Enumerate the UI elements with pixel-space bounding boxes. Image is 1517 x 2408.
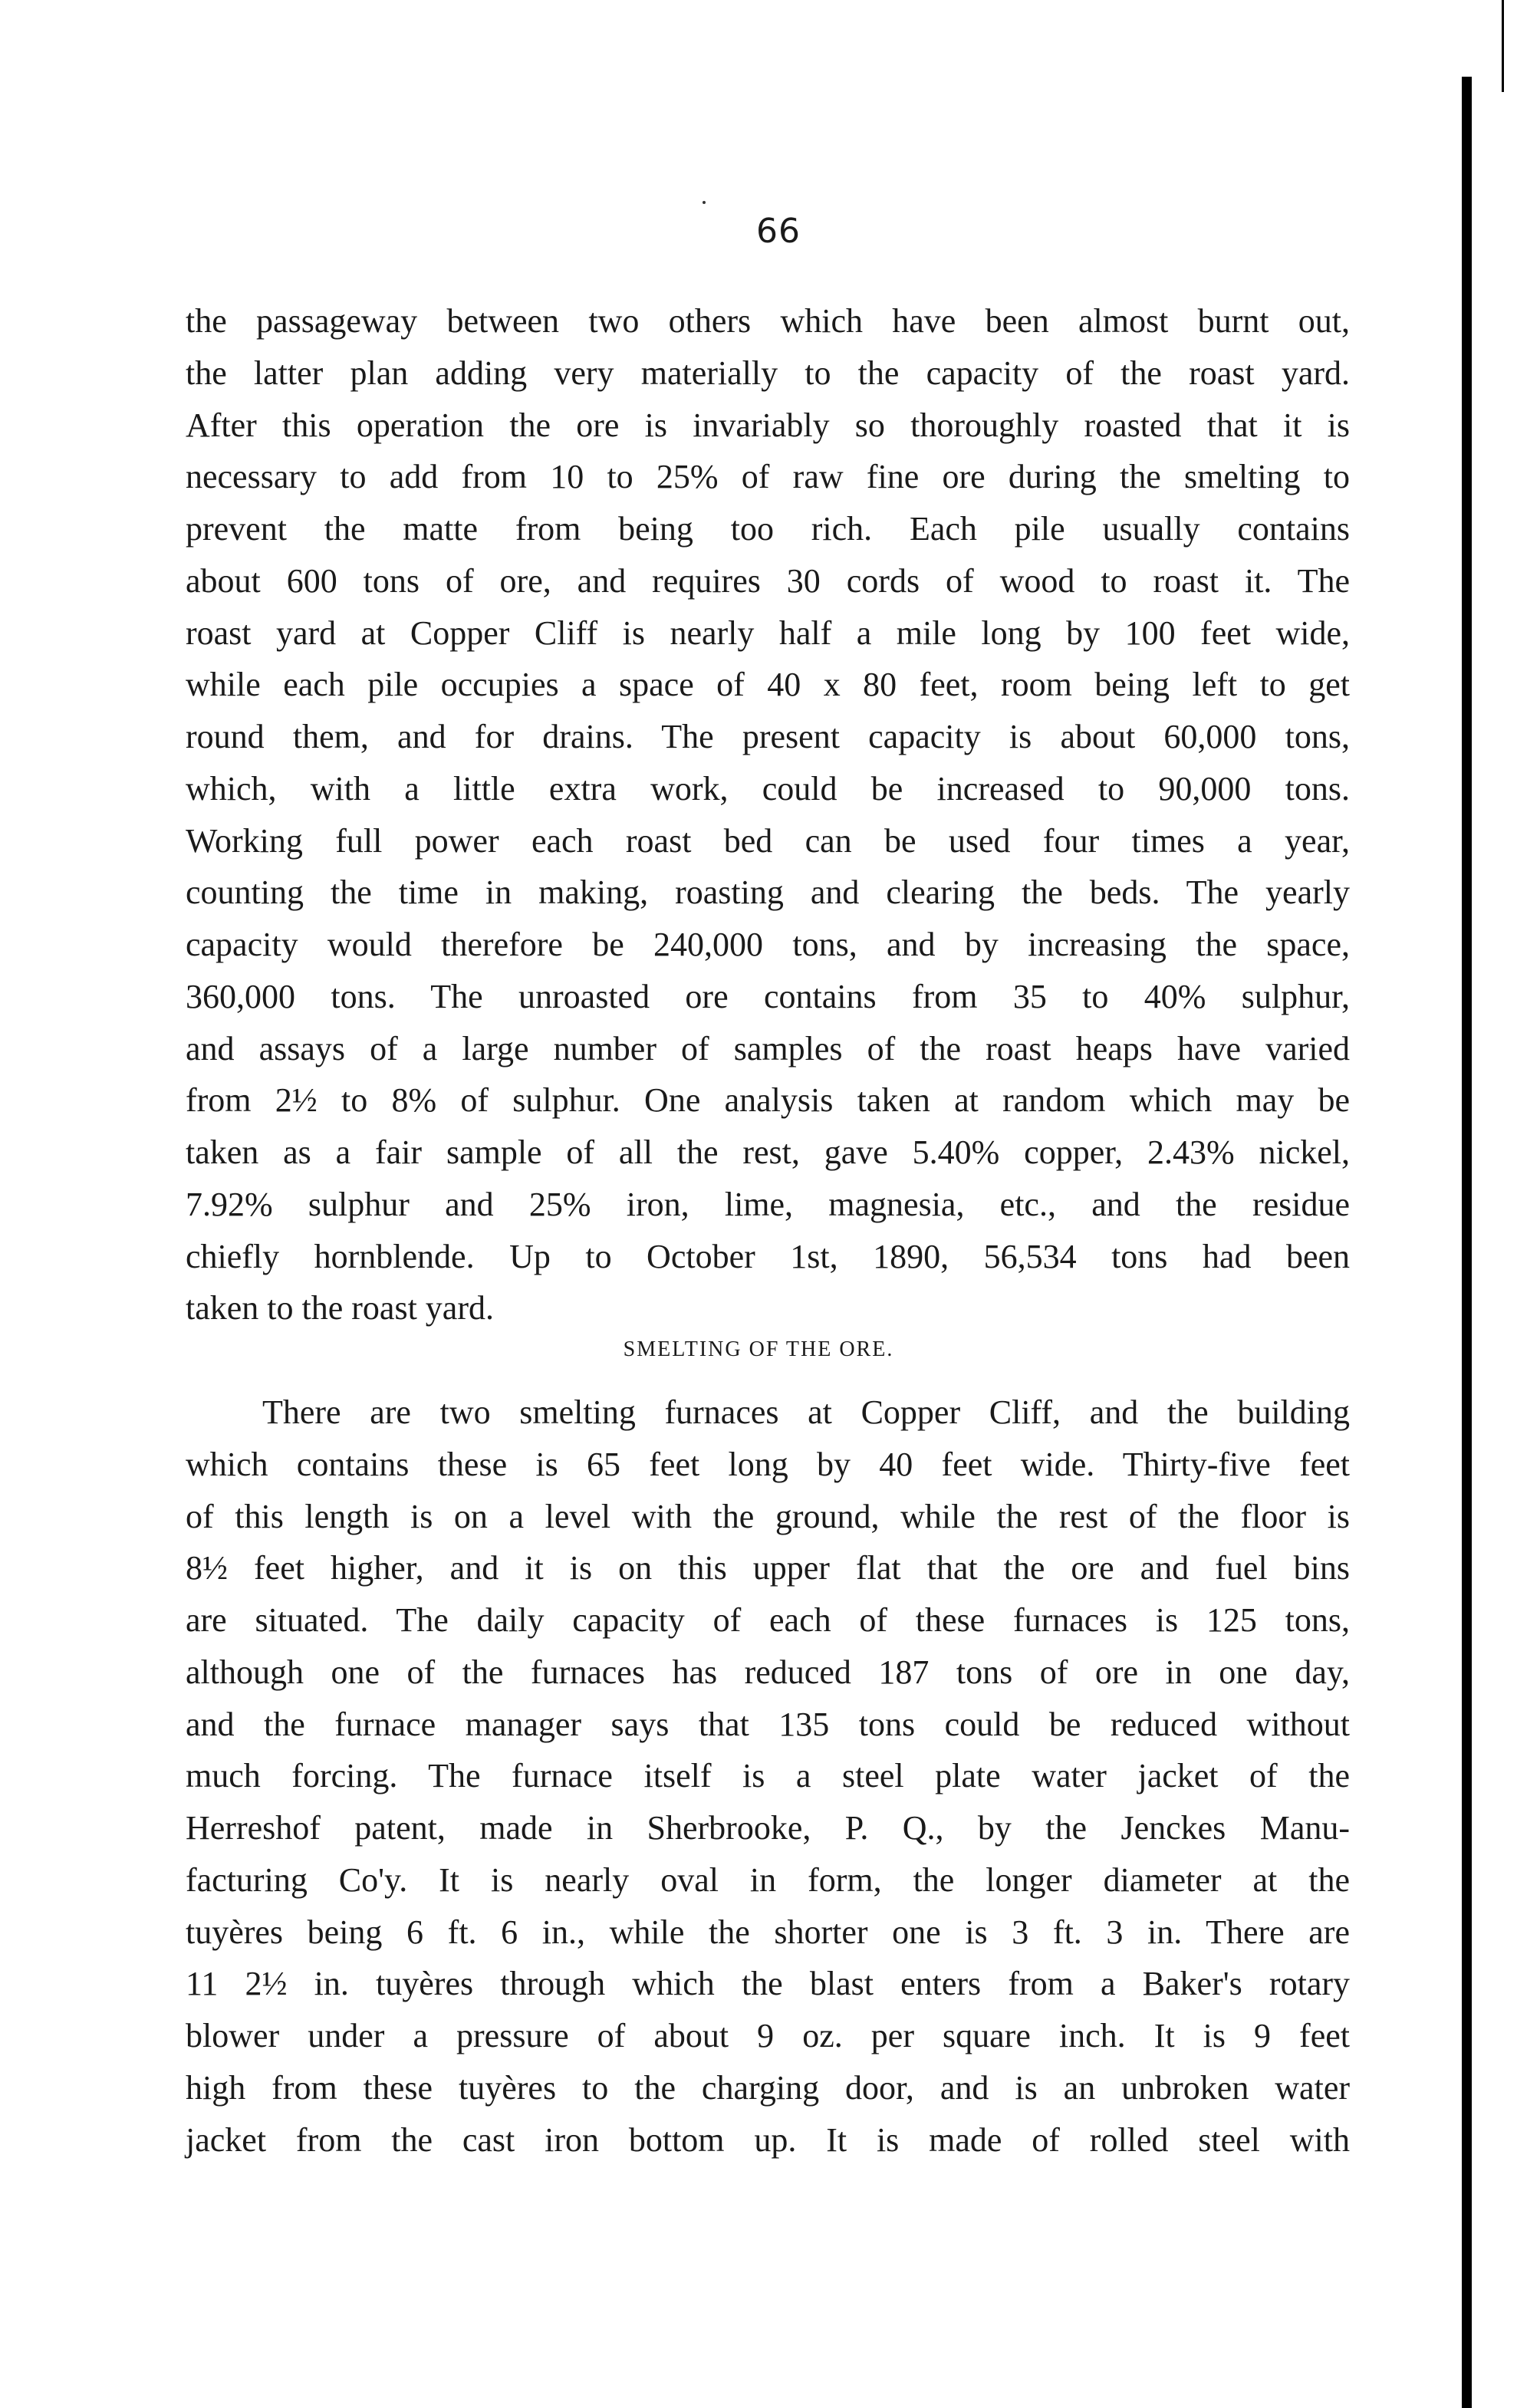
text-line: jacket from the cast iron bottom up. It is made of rolled steel with <box>186 2120 1350 2159</box>
text-line: Working full power each roast bed can be used four times a year, <box>186 821 1350 860</box>
text-line: prevent the matte from being too rich. Each pile usually contains <box>186 510 1350 548</box>
scan-edge-border <box>1462 77 1472 2408</box>
text-line: of this length is on a level with the ground, while the rest of the floor is <box>186 1497 1350 1535</box>
text-line: tuyères being 6 ft. 6 in., while the shorter one is 3 ft. 3 in. There are <box>186 1913 1350 1951</box>
text-line: There are two smelting furnaces at Copper Cliff, and the building <box>262 1393 1350 1431</box>
text-line: taken to the roast yard. <box>186 1289 494 1327</box>
text-line: high from these tuyères to the charging door, and is an unbroken water <box>186 2068 1350 2107</box>
text-line: facturing Co'y. It is nearly oval in form, the longer diameter at the <box>186 1860 1350 1899</box>
text-line: much forcing. The furnace itself is a steel plate water jacket of the <box>186 1757 1350 1795</box>
section-heading: SMELTING OF THE ORE. <box>623 1337 894 1361</box>
text-line: 11 2½ in. tuyères through which the blast enters from a Baker's rotary <box>186 1965 1350 2003</box>
text-line: 360,000 tons. The unroasted ore contains from 35 to 40% sulphur, <box>186 977 1350 1015</box>
text-line: chiefly hornblende. Up to October 1st, 1890, 56,534 tons had been <box>186 1237 1350 1275</box>
text-line: Herreshof patent, made in Sherbrooke, P. Q., by the Jenckes Manu- <box>186 1809 1350 1847</box>
page-number: 66 <box>756 212 801 251</box>
text-line: taken as a fair sample of all the rest, gave 5.40% copper, 2.43% nickel, <box>186 1133 1350 1171</box>
text-line: roast yard at Copper Cliff is nearly half a mile long by 100 feet wide, <box>186 614 1350 652</box>
text-line: while each pile occupies a space of 40 x 80 feet, room being left to get <box>186 666 1350 704</box>
text-line: and the furnace manager says that 135 tons could be reduced without <box>186 1705 1350 1743</box>
text-line: which contains these is 65 feet long by 40 feet wide. Thirty-five feet <box>186 1445 1350 1483</box>
scan-edge-top <box>1502 0 1504 92</box>
text-line: although one of the furnaces has reduced 187 tons of ore in one day, <box>186 1653 1350 1691</box>
text-line: the latter plan adding very materially to the capacity of the roast yard. <box>186 354 1350 392</box>
paragraph-smelting <box>186 1387 1350 2166</box>
text-line: blower under a pressure of about 9 oz. per square inch. It is 9 feet <box>186 2017 1350 2054</box>
text-line: capacity would therefore be 240,000 tons, and by increasing the space, <box>186 926 1350 963</box>
text-line: the passageway between two others which have been almost burnt out, <box>186 302 1350 340</box>
paragraph-roast-yard <box>186 295 1350 1334</box>
text-line: counting the time in making, roasting and clearing the beds. The yearly <box>186 873 1350 912</box>
text-line: and assays of a large number of samples of the roast heaps have varied <box>186 1029 1350 1067</box>
text-line: are situated. The daily capacity of each of these furnaces is 125 tons, <box>186 1601 1350 1639</box>
text-line: round them, and for drains. The present capacity is about 60,000 tons, <box>186 718 1350 755</box>
text-line: which, with a little extra work, could be increased to 90,000 tons. <box>186 769 1350 808</box>
ink-speck <box>703 201 706 204</box>
text-line: 7.92% sulphur and 25% iron, lime, magnesia, etc., and the residue <box>186 1185 1350 1223</box>
text-line: necessary to add from 10 to 25% of raw fine ore during the smelting to <box>186 458 1350 496</box>
text-line: from 2½ to 8% of sulphur. One analysis taken at random which may be <box>186 1081 1350 1120</box>
text-line: about 600 tons of ore, and requires 30 cords of wood to roast it. The <box>186 561 1350 600</box>
text-line: After this operation the ore is invariably so thoroughly roasted that it is <box>186 406 1350 444</box>
text-line: 8½ feet higher, and it is on this upper flat that the ore and fuel bins <box>186 1549 1350 1587</box>
